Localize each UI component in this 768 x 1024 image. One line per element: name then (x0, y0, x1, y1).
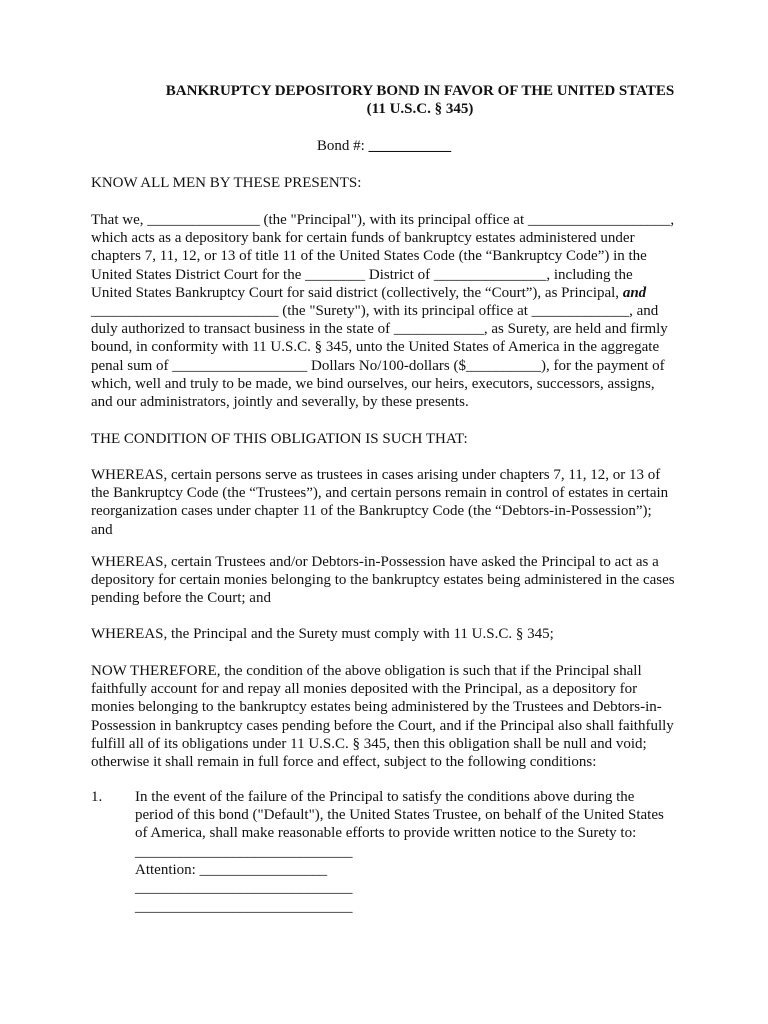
title-line-1: BANKRUPTCY DEPOSITORY BOND IN FAVOR OF THE UNITED STATES (165, 83, 675, 99)
bond-number-blank: ___________ (368, 138, 452, 154)
whereas-paragraph-2: WHEREAS, certain Trustees and/or Debtors-in-Possession have asked the Principal to act as a depository for certain monies belonging to the bankruptcy estates being administered in the cases pending before the Court; and (91, 554, 675, 607)
and-emphasis: and (622, 284, 647, 301)
condition-1-text: In the event of the failure of the Principal to satisfy the conditions above during the period of this bond ("Default"), the United States Trustee, on behalf of the United States of America, shall make reasonable efforts to provide written notice to the Surety to: (135, 789, 664, 842)
address-line: _____________________________ (135, 844, 353, 860)
title-line-2: (11 U.S.C. § 345) (366, 101, 474, 117)
bond-number-label: Bond #: (316, 138, 365, 154)
attention-line: Attention: _________________ (135, 862, 328, 879)
condition-1-number: 1. (91, 789, 103, 805)
bond-number-line (0, 137, 768, 155)
whereas-paragraph-1: WHEREAS, certain persons serve as trustees in cases arising under chapters 7, 11, 12, or 13 of the Bankruptcy Code (the “Trustees”), and certain persons remain in control of estates in certain reorganization cases under chapter 11 of the Bankruptcy Code (the “Debtors-in-Possession”); and (91, 467, 669, 538)
condition-heading: THE CONDITION OF THIS OBLIGATION IS SUCH THAT: (91, 431, 468, 447)
know-all-heading: KNOW ALL MEN BY THESE PRESENTS: (91, 175, 362, 191)
address-line: _____________________________ (135, 880, 353, 897)
address-line: _____________________________ (135, 898, 353, 915)
that-we-paragraph: That we, _______________ (the "Principal"), with its principal office at ___________________, which acts as a depository bank for certain funds of bankruptcy estates administered under chapters 7, 11, 12, or 13 of title 11 of the United States Code (the “Bankruptcy Code”) in the United States District Court for the ________ District of _______________, including the United States Bankruptcy Court for said district (collectively, the “Court”), as Principal, and _________________________ (the "Surety"), with its principal office at _____________, and duly authorized to transact business in the state of ____________, as Surety, are held and firmly bound, in conformity with 11 U.S.C. § 345, unto the United States of America in the aggregate penal sum of __________________ Dollars No/100-dollars ($__________), for the payment of which, well and truly to be made, we bind ourselves, our heirs, executors, successors, assigns, and our administrators, jointly and severally, by these presents. (91, 212, 675, 411)
whereas-paragraph-3: WHEREAS, the Principal and the Surety must comply with 11 U.S.C. § 345; (91, 626, 554, 642)
document-title (0, 82, 768, 118)
now-therefore-paragraph: NOW THEREFORE, the condition of the above obligation is such that if the Principal shall faithfully account for and repay all monies deposited with the Principal, as a depository for monies belonging to the bankruptcy estates being administered by the Trustees and Debtors-in- Possession in bankruptcy cases pending before the Court, and if the Principal also shall faithfully fulfill all of its obligations under 11 U.S.C. § 345, then this obligation shall be null and void; otherwise it shall remain in full force and effect, subject to the following conditions: (91, 663, 674, 771)
surety-address-block (135, 843, 353, 916)
